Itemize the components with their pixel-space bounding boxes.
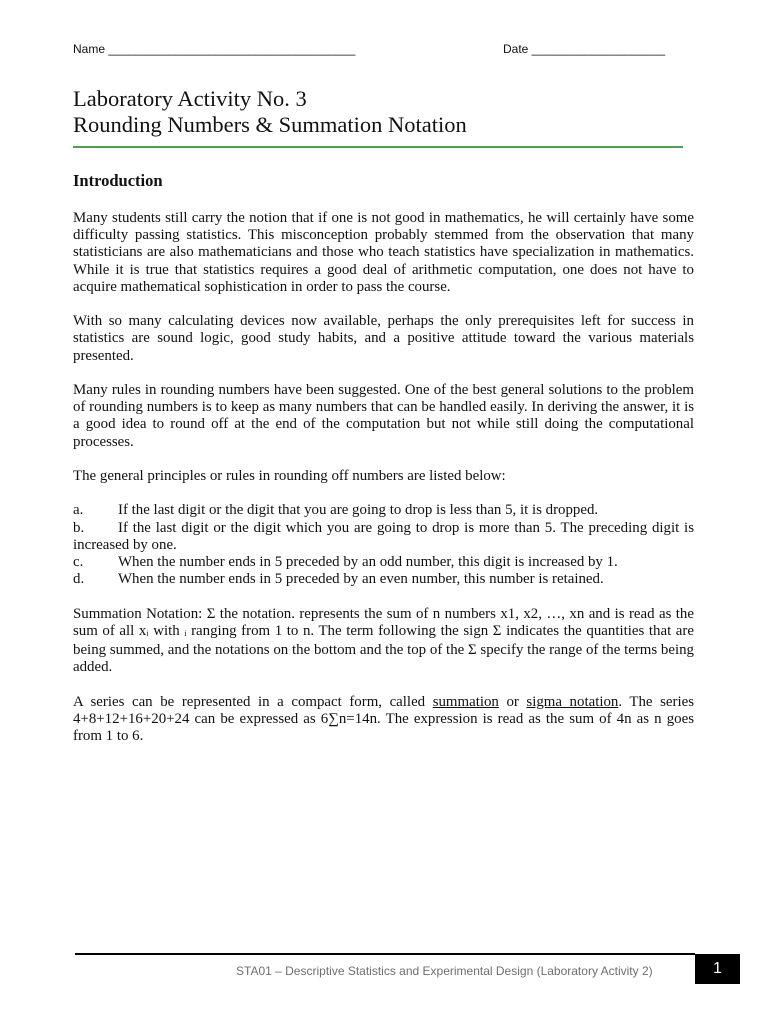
header-row [73, 42, 680, 60]
name-field: Name _____________________________________ [73, 42, 356, 56]
summation-text: or [498, 693, 527, 710]
summation-text: A series can be represented in a compact form, called [73, 693, 433, 710]
footer-divider [75, 953, 695, 955]
document-body [73, 210, 694, 762]
summation-paragraph-1 [73, 606, 694, 677]
intro-paragraph-2: With so many calculating devices now available, perhaps the only prerequisites left for success in statistics are sound logic, good study habits, and a positive attitude toward the various materials presented. [73, 313, 694, 364]
footer-text: STA01 – Descriptive Statistics and Experimental Design (Laboratory Activity 2) [236, 964, 653, 978]
rule-letter: a. [73, 502, 84, 519]
list-item [73, 502, 694, 519]
sigma-notation-term: sigma notation [526, 693, 619, 710]
title-divider [73, 146, 683, 148]
page-number: 1 [695, 954, 740, 984]
title-line-1: Laboratory Activity No. 3 [73, 86, 307, 111]
subscript-i: i [184, 628, 187, 638]
intro-paragraph-4: The general principles or rules in rounding off numbers are listed below: [73, 468, 506, 484]
title-block [73, 86, 693, 138]
title-line-2: Rounding Numbers & Summation Notation [73, 112, 467, 137]
list-item [73, 554, 694, 571]
summation-term: summation [432, 693, 499, 710]
subscript-i: i [146, 628, 149, 638]
rule-text: When the number ends in 5 preceded by an even number, this number is retained. [118, 571, 604, 588]
rule-letter: d. [73, 571, 85, 588]
rule-letter: c. [73, 554, 84, 570]
intro-paragraph-1: Many students still carry the notion that if one is not good in mathematics, he will certainly have some difficulty passing statistics. This misconception probably stemmed from the observation that many statisticians are also mathematicians and those who teach statistics have specialization in mathematics. While it is true that statistics requires a good deal of arithmetic computation, one does not have to acquire mathematical sophistication in order to pass the course. [73, 210, 694, 295]
intro-paragraph-3: Many rules in rounding numbers have been suggested. One of the best general solutions to the problem of rounding numbers is to keep as many numbers that can be handled easily. In deriving the answer, it is a good idea to round off at the end of the computation but not while still doing the computational processes. [73, 382, 694, 450]
summation-paragraph-2 [73, 694, 694, 746]
summation-text: ranging from 1 to n. The term following the sign Σ indicates the quantities that are being summed, and the notations on the bottom and the top of the Σ specify the range of the terms being added. [73, 622, 694, 676]
rule-letter: b. [73, 519, 85, 536]
rounding-rules-list [73, 502, 694, 588]
list-item [73, 571, 694, 588]
summation-text: . The series 4+8+12+16+20+24 can be expressed as 6∑n=14n. The expression is read as the sum of 4n as n goes from 1 to 6. [73, 693, 694, 744]
summation-text: with [148, 622, 185, 639]
date-field: Date ____________________ [503, 42, 666, 56]
list-item [73, 520, 694, 554]
summation-text: Summation Notation: Σ the notation. represents the sum of n numbers x1, x2, …, xn and is read as the sum of all x [73, 605, 694, 639]
rule-text: If the last digit or the digit that you are going to drop is less than 5, it is dropped. [118, 502, 599, 519]
introduction-heading: Introduction [73, 171, 163, 190]
rule-text: If the last digit or the digit which you are going to drop is more than 5. The preceding digit is increased by one. [73, 519, 694, 553]
rule-text: When the number ends in 5 preceded by an odd number, this digit is increased by 1. [118, 554, 618, 570]
